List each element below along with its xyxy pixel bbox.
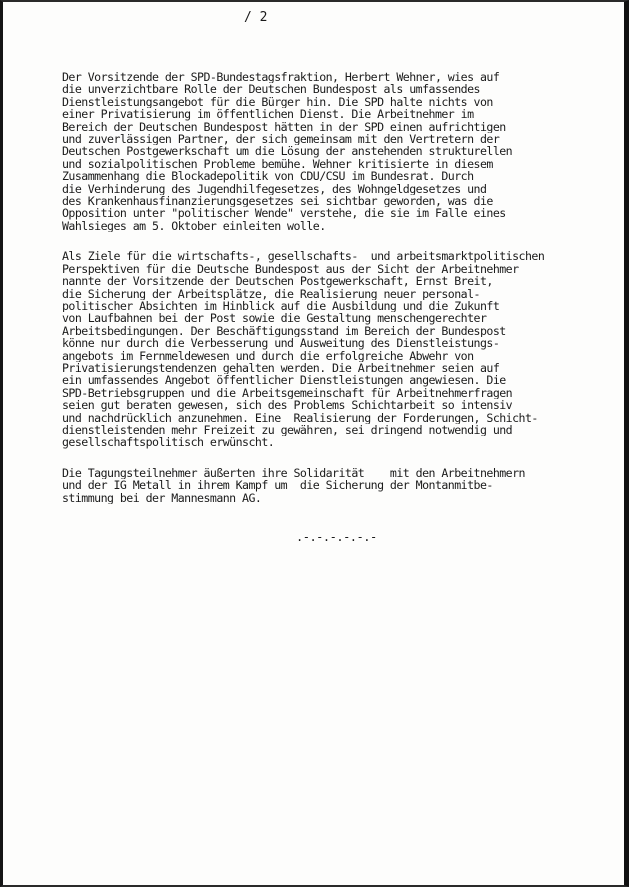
text-line: ein umfassendes Angebot öffentlicher Dienstleistungen angewiesen. Die <box>62 374 506 387</box>
text-line: die unverzichtbare Rolle der Deutschen Bundespost als umfassendes <box>62 83 480 96</box>
text-line: die Sicherung der Arbeitsplätze, die Realisierung neuer personal- <box>62 287 480 300</box>
text-line: Arbeitsbedingungen. Der Beschäftigungsstand im Bereich der Bundespost <box>62 324 506 338</box>
paragraph-solidaritaet <box>62 467 622 504</box>
paragraph-wehner <box>62 71 622 232</box>
text-line: die Verhinderung des Jugendhilfegesetzes, des Wohngeldgesetzes und <box>62 182 487 196</box>
text-line: Perspektiven für die Deutsche Bundespost aus der Sicht der Arbeitnehmer <box>62 262 519 276</box>
text-line: des Krankenhausfinanzierungsgesetzes sei sichtbar geworden, was die <box>62 195 493 208</box>
paragraph-breit <box>62 250 622 449</box>
page-number: / 2 <box>244 10 268 25</box>
text-line: und der IG Metall in ihrem Kampf um die Sicherung der Montanmitbe- <box>62 479 493 492</box>
text-line: könne nur durch die Verbesserung und Ausweitung des Dienstleistungs- <box>62 337 500 350</box>
text-line: Privatisierungstendenzen gehalten werden. Die Arbeitnehmer seien auf <box>62 361 500 375</box>
text-line: einer Privatisierung im öffentlichen Dienst. Die Arbeitnehmer im <box>62 108 474 121</box>
text-line: und sozialpolitischen Probleme bemühe. Wehner kritisierte in diesem <box>62 157 493 171</box>
text-line: politischer Absichten im Hinblick auf die Ausbildung und die Zukunft <box>62 299 500 313</box>
text-line: Deutschen Postgewerkschaft um die Lösung der anstehenden strukturellen <box>62 145 513 158</box>
text-line: seien gut beraten gewesen, sich des Problems Schichtarbeit so intensiv <box>62 399 513 412</box>
text-line: Zusammenhang die Blockadepolitik von CDU/CSU im Bundesrat. Durch <box>62 170 474 183</box>
text-line: Bereich der Deutschen Bundespost hätten in der SPD einen aufrichtigen <box>62 120 506 134</box>
text-line: angebots im Fernmeldewesen und durch die erfolgreiche Abwehr von <box>62 349 474 362</box>
text-line: Der Vorsitzende der SPD-Bundestagsfraktion, Herbert Wehner, wies auf <box>62 71 500 84</box>
text-line: und zuverlässigen Partner, der sich gemeinsam mit den Vertretern der <box>62 133 500 146</box>
text-line: SPD-Betriebsgruppen und die Arbeitsgemeinschaft für Arbeitnehmerfragen <box>62 386 513 400</box>
text-line: Die Tagungsteilnehmer äußerten ihre Solidarität mit den Arbeitnehmern <box>62 466 525 480</box>
text-line: von Laufbahnen bei der Post sowie die Gestaltung menschengerechter <box>62 312 487 325</box>
text-line: und nachdrücklich anzunehmen. Eine Realisierung der Forderungen, Schicht- <box>62 411 538 424</box>
text-line: Wahlsieges am 5. Oktober einleiten wolle. <box>62 219 326 233</box>
text-line: dienstleistenden mehr Freizeit zu gewähren, sei dringend notwendig und <box>62 423 513 437</box>
text-line: gesellschaftspolitisch erwünscht. <box>62 436 275 449</box>
end-of-text-mark: .-.-.-.-.-.- <box>296 530 377 544</box>
text-line: nannte der Vorsitzende der Deutschen Postgewerkschaft, Ernst Breit, <box>62 275 493 288</box>
text-line: Dienstleistungsangebot für die Bürger hin. Die SPD halte nichts von <box>62 95 493 109</box>
text-line: stimmung bei der Mannesmann AG. <box>62 491 262 504</box>
document-body <box>62 71 622 522</box>
text-line: Opposition unter "politischer Wende" verstehe, die sie im Falle eines <box>62 207 506 220</box>
text-line: Als Ziele für die wirtschafts-, gesellschafts- und arbeitsmarktpolitischen <box>62 250 545 263</box>
